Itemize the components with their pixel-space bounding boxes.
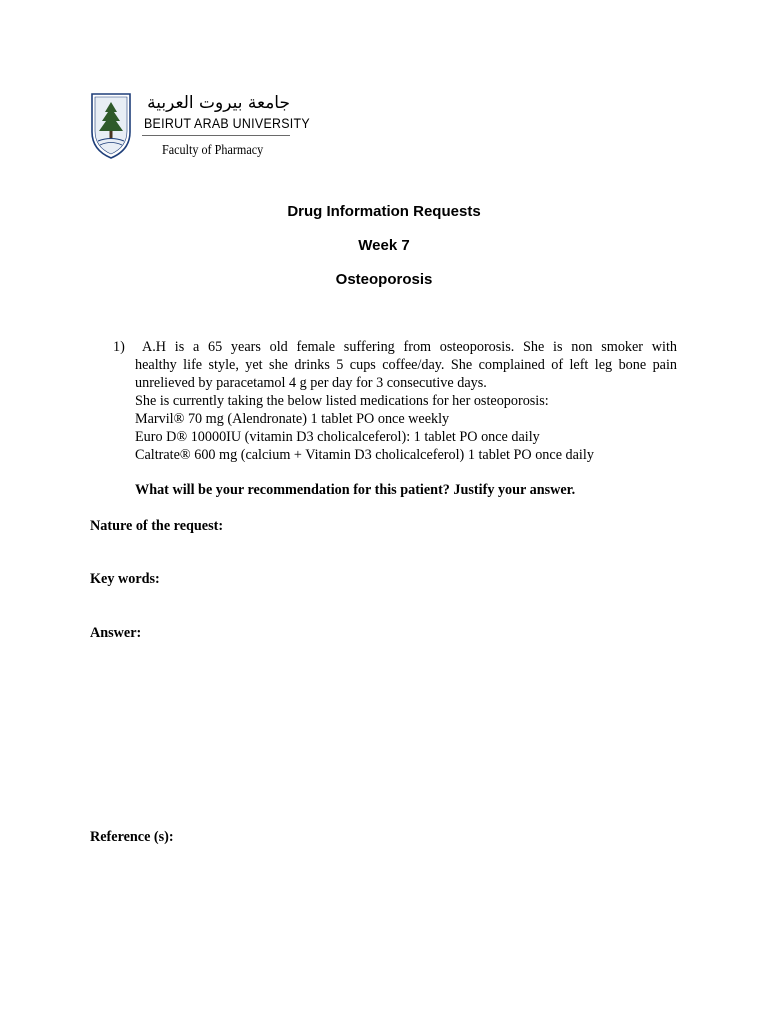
case-line: A.H is a 65 years old female suffering from osteoporosis. She is non smoker with xyxy=(142,339,677,355)
medication-line: Marvil® 70 mg (Alendronate) 1 tablet PO once weekly xyxy=(135,411,450,427)
cedar-shield-emblem-icon xyxy=(90,92,132,160)
references-label: Reference (s): xyxy=(90,829,174,845)
university-logo xyxy=(90,92,310,162)
nature-of-request-label: Nature of the request: xyxy=(90,518,224,534)
case-line: unrelieved by paracetamol 4 g per day for 3 consecutive days. xyxy=(135,375,487,391)
case-description xyxy=(135,338,677,464)
logo-arabic-name: جامعة بيروت العربية xyxy=(147,93,290,113)
case-line: She is currently taking the below listed medications for her osteoporosis: xyxy=(135,393,549,409)
medication-line: Euro D® 10000IU (vitamin D3 cholicalceferol): 1 tablet PO once daily xyxy=(135,429,540,445)
logo-university-name: BEIRUT ARAB UNIVERSITY xyxy=(144,116,310,131)
week-heading: Week 7 xyxy=(358,237,410,254)
answer-label: Answer: xyxy=(90,625,142,641)
document-title: Drug Information Requests xyxy=(287,203,481,220)
question-prompt: What will be your recommendation for this patient? Justify your answer. xyxy=(135,482,576,498)
case-line: healthy life style, yet she drinks 5 cups coffee/day. She complained of left leg bone pain xyxy=(135,357,677,373)
logo-divider xyxy=(142,135,290,136)
question-number: 1) xyxy=(113,339,125,355)
medication-line: Caltrate® 600 mg (calcium + Vitamin D3 cholicalceferol) 1 tablet PO once daily xyxy=(135,447,594,463)
topic-heading: Osteoporosis xyxy=(335,271,433,288)
logo-faculty-name: Faculty of Pharmacy xyxy=(162,142,264,157)
key-words-label: Key words: xyxy=(90,571,160,587)
